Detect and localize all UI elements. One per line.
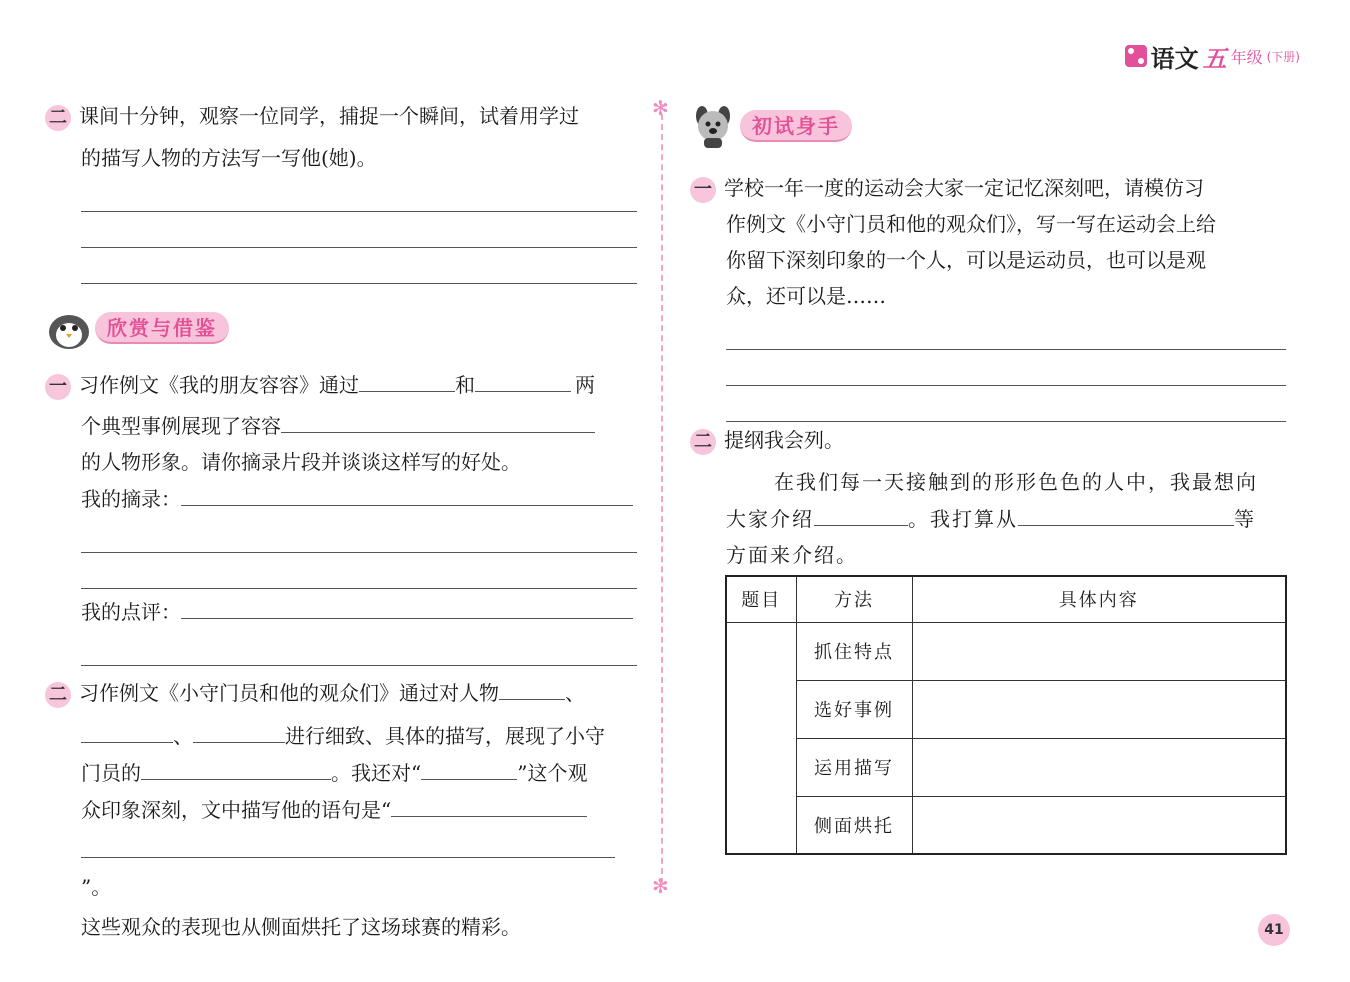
method-cell: 运用描写: [796, 738, 912, 796]
outline-table: [725, 575, 1287, 855]
penguin-mascot-icon: [45, 306, 95, 350]
table-header: 题目: [726, 576, 796, 622]
excerpt-line[interactable]: [181, 480, 633, 506]
left-q1: [45, 366, 645, 666]
question-text: 的描写人物的方法写一写他(她)。: [81, 146, 377, 170]
right-q2: [690, 422, 1290, 573]
section-title-try: [690, 104, 852, 148]
left-q2-top: [45, 98, 645, 284]
answer-line[interactable]: [81, 630, 637, 666]
content-cell[interactable]: [912, 796, 1286, 854]
question-text: ”。: [81, 875, 112, 899]
question-text: 和: [455, 373, 475, 397]
content-cell[interactable]: [912, 738, 1286, 796]
question-number: 一: [690, 177, 716, 203]
content-cell[interactable]: [912, 680, 1286, 738]
blank-field[interactable]: [475, 366, 571, 392]
blank-field[interactable]: [193, 717, 285, 743]
method-cell: 选好事例: [796, 680, 912, 738]
question-text: 两: [575, 373, 595, 397]
question-text: 众，还可以是……: [726, 284, 886, 308]
question-text: 门员的: [81, 761, 141, 785]
left-q2: [45, 674, 645, 945]
question-text: 等: [1234, 507, 1256, 531]
question-number: 二: [690, 429, 716, 455]
question-text: 方面来介绍。: [726, 543, 858, 567]
question-text: 在我们每一天接触到的形形色色的人中，我最想向: [774, 470, 1258, 494]
question-text: 众印象深刻，文中描写他的语句是“: [81, 798, 392, 822]
table-header: 方法: [796, 576, 912, 622]
blank-field[interactable]: [81, 717, 173, 743]
method-cell: 抓住特点: [796, 622, 912, 680]
question-text: 学校一年一度的运动会大家一定记忆深刻吧，请模仿习: [724, 176, 1204, 200]
header-grade-number: 五: [1202, 44, 1227, 73]
question-number: 二: [45, 105, 71, 131]
column-divider: [661, 104, 663, 884]
question-number: 一: [45, 374, 71, 400]
question-text: 提纲我会列。: [724, 428, 844, 452]
content-cell[interactable]: [912, 622, 1286, 680]
section-title-text: 欣赏与借鉴: [95, 312, 229, 344]
question-text: 你留下深刻印象的一个人，可以是运动员，也可以是观: [726, 248, 1206, 272]
comment-line[interactable]: [181, 593, 633, 619]
header-subject: 语文: [1150, 44, 1199, 73]
blank-field[interactable]: [1018, 500, 1234, 526]
blank-field[interactable]: [81, 832, 615, 858]
excerpt-label: 我的摘录：: [81, 487, 181, 511]
question-text: 、: [173, 724, 193, 748]
question-text: ”这个观: [517, 761, 588, 785]
section-title-appreciate: [45, 306, 229, 350]
comment-label: 我的点评：: [81, 600, 181, 624]
page-header: [1125, 38, 1300, 74]
blank-field[interactable]: [391, 791, 587, 817]
answer-line[interactable]: [81, 553, 637, 589]
star-icon: ✻: [652, 874, 669, 898]
answer-line[interactable]: [81, 248, 637, 284]
question-text: 的人物形象。请你摘录片段并谈谈这样写的好处。: [81, 450, 521, 474]
question-text: 。我打算从: [908, 507, 1018, 531]
answer-line[interactable]: [81, 212, 637, 248]
page-number: 41: [1258, 914, 1290, 946]
question-text: 进行细致、具体的描写，展现了小守: [285, 724, 605, 748]
question-text: 大家介绍: [726, 507, 814, 531]
answer-line[interactable]: [81, 176, 637, 212]
question-text: 课间十分钟，观察一位同学，捕捉一个瞬间，试着用学过: [79, 104, 579, 128]
blank-field[interactable]: [359, 366, 455, 392]
blank-field[interactable]: [281, 407, 595, 433]
right-q1: [690, 170, 1290, 422]
table-header: 具体内容: [912, 576, 1286, 622]
question-text: 习作例文《我的朋友容容》通过: [79, 373, 359, 397]
answer-line[interactable]: [726, 314, 1286, 350]
topic-cell[interactable]: [726, 622, 796, 854]
question-number: 二: [45, 682, 71, 708]
blank-field[interactable]: [499, 674, 565, 700]
question-text: 个典型事例展现了容容: [81, 414, 281, 438]
blank-field[interactable]: [421, 754, 517, 780]
answer-line[interactable]: [726, 350, 1286, 386]
answer-line[interactable]: [726, 386, 1286, 422]
method-cell: 侧面烘托: [796, 796, 912, 854]
blank-field[interactable]: [141, 754, 331, 780]
dice-logo-icon: [1125, 45, 1147, 67]
question-text: 习作例文《小守门员和他的观众们》通过对人物: [79, 681, 499, 705]
question-text: 这些观众的表现也从侧面烘托了这场球赛的精彩。: [81, 915, 521, 939]
header-volume: (下册): [1266, 49, 1300, 64]
question-text: 、: [565, 681, 585, 705]
question-text: 。我还对“: [331, 761, 422, 785]
dog-mascot-icon: [690, 104, 740, 148]
header-grade: 年级: [1230, 47, 1263, 67]
question-text: 作例文《小守门员和他的观众们》，写一写在运动会上给: [726, 212, 1216, 236]
answer-line[interactable]: [81, 517, 637, 553]
blank-field[interactable]: [814, 500, 908, 526]
section-title-text: 初试身手: [740, 110, 852, 142]
star-icon: ✻: [652, 96, 669, 120]
